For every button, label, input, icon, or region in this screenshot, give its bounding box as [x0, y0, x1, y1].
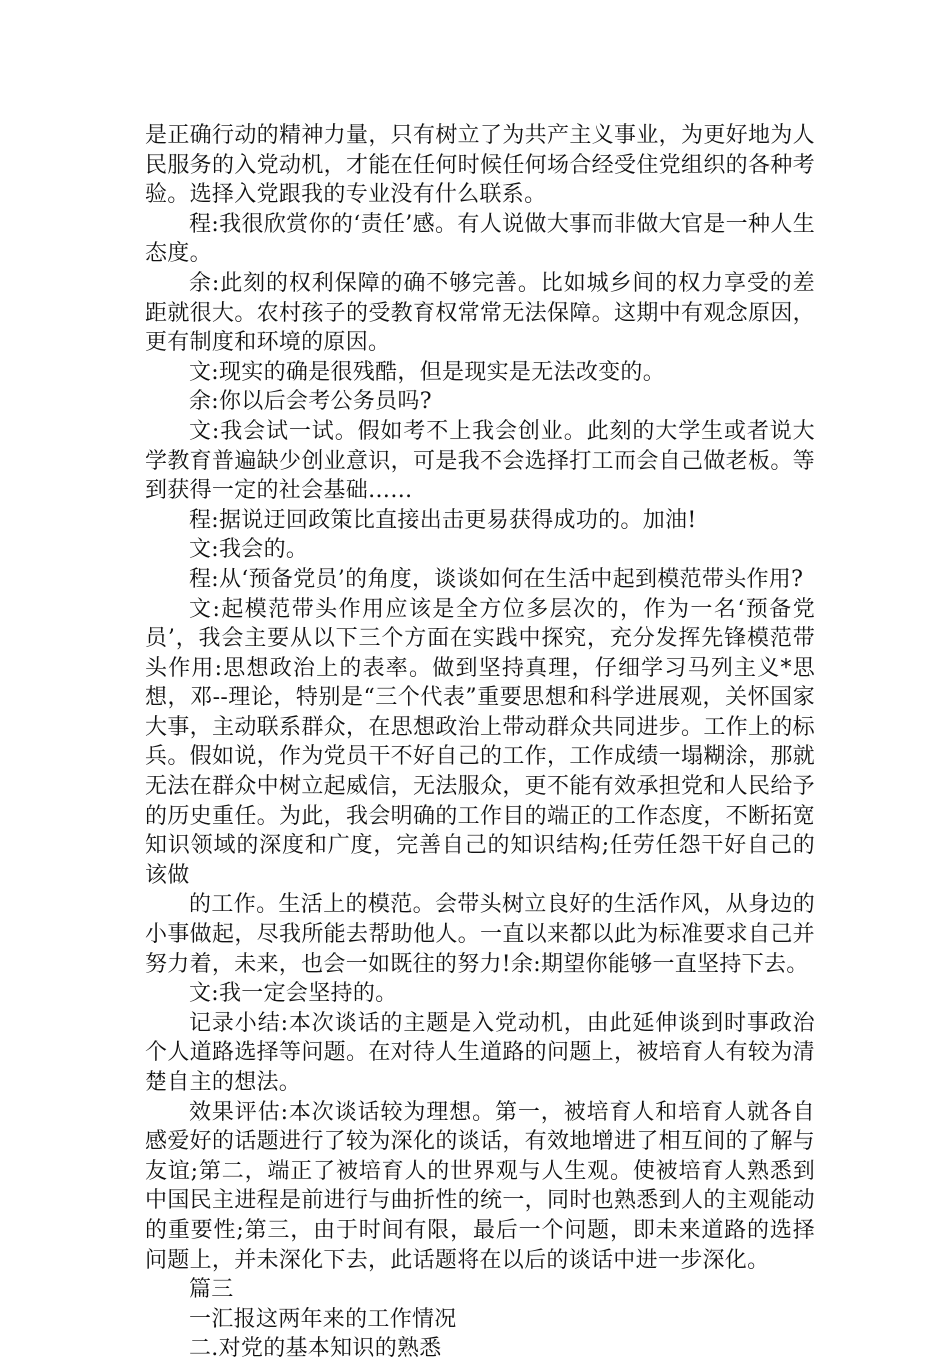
paragraph: 文:我会试一试。假如考不上我会创业。此刻的大学生或者说大学教育普遍缺少创业意识，可是我不会选择打工而会自己做老板。等到获得一定的社会基础……	[145, 418, 815, 504]
list-item: 一汇报这两年来的工作情况	[189, 1306, 457, 1332]
document-body	[145, 121, 815, 1364]
paragraph: 程:我很欣赏你的‘责任’感。有人说做大事而非做大官是一种人生态度。	[145, 211, 815, 267]
paragraph: 是正确行动的精神力量，只有树立了为共产主义事业，为更好地为人民服务的入党动机，才能在任何时候任何场合经受住党组织的各种考验。选择入党跟我的专业没有什么联系。	[145, 123, 815, 208]
paragraph: 程:从‘预备党员’的角度，谈谈如何在生活中起到模范带头作用?	[189, 566, 804, 592]
paragraph: 文:现实的确是很残酷，但是现实是无法改变的。	[189, 359, 666, 385]
paragraph: 文:起模范带头作用应该是全方位多层次的，作为一名‘预备党员’，我会主要从以下三个方面在实践中探究，充分发挥先锋模范带头作用:思想政治上的表率。做到坚持真理，仔细学习马列主义*思想，邓--理论，特别是“三个代表”重要思想和科学进展观，关怀国家大事，主动联系群众，在思想政治上带动群众共同进步。工作上的标兵。假如说，作为党员干不好自己的工作，工作成绩一塌糊涂，那就无法在群众中树立起威信，无法服众，更不能有效承担党和人民给予的历史重任。为此，我会明确的工作目的端正的工作态度，不断拓宽知识领域的深度和广度，完善自己的知识结构;任劳任怨干好自己的该做	[145, 596, 815, 888]
list-item: 二.对党的基本知识的熟悉	[189, 1336, 442, 1362]
paragraph: 余:此刻的权利保障的确不够完善。比如城乡间的权力享受的差距就很大。农村孩子的受教育权常常无法保障。这期中有观念原因，更有制度和环境的原因。	[145, 270, 815, 356]
paragraph: 效果评估:本次谈话较为理想。第一，被培育人和培育人就各自感爱好的话题进行了较为深化的谈话，有效地增进了相互间的了解与友谊;第二，端正了被培育人的世界观与人生观。使被培育人熟悉到中国民主进程是前进行与曲折性的统一，同时也熟悉到人的主观能动的重要性;第三，由于时间有限，最后一个问题，即未来道路的选择问题上，并未深化下去，此话题将在以后的谈话中进一步深化。	[145, 1099, 815, 1273]
section-heading: 篇三	[189, 1277, 234, 1303]
paragraph: 文:我会的。	[189, 537, 309, 563]
paragraph: 的工作。生活上的模范。会带头树立良好的生活作风，从身边的小事做起，尽我所能去帮助他人。一直以来都以此为标准要求自己并努力着，未来，也会一如既往的努力!余:期望你能够一直坚持下去。	[145, 892, 815, 977]
paragraph: 程:据说迂回政策比直接出击更易获得成功的。加油!	[189, 507, 697, 533]
paragraph: 文:我一定会坚持的。	[189, 981, 398, 1007]
paragraph: 余:你以后会考公务员吗?	[189, 389, 432, 415]
paragraph: 记录小结:本次谈话的主题是入党动机，由此延伸谈到时事政治个人道路选择等问题。在对待人生道路的问题上，被培育人有较为清楚自主的想法。	[145, 1010, 815, 1095]
